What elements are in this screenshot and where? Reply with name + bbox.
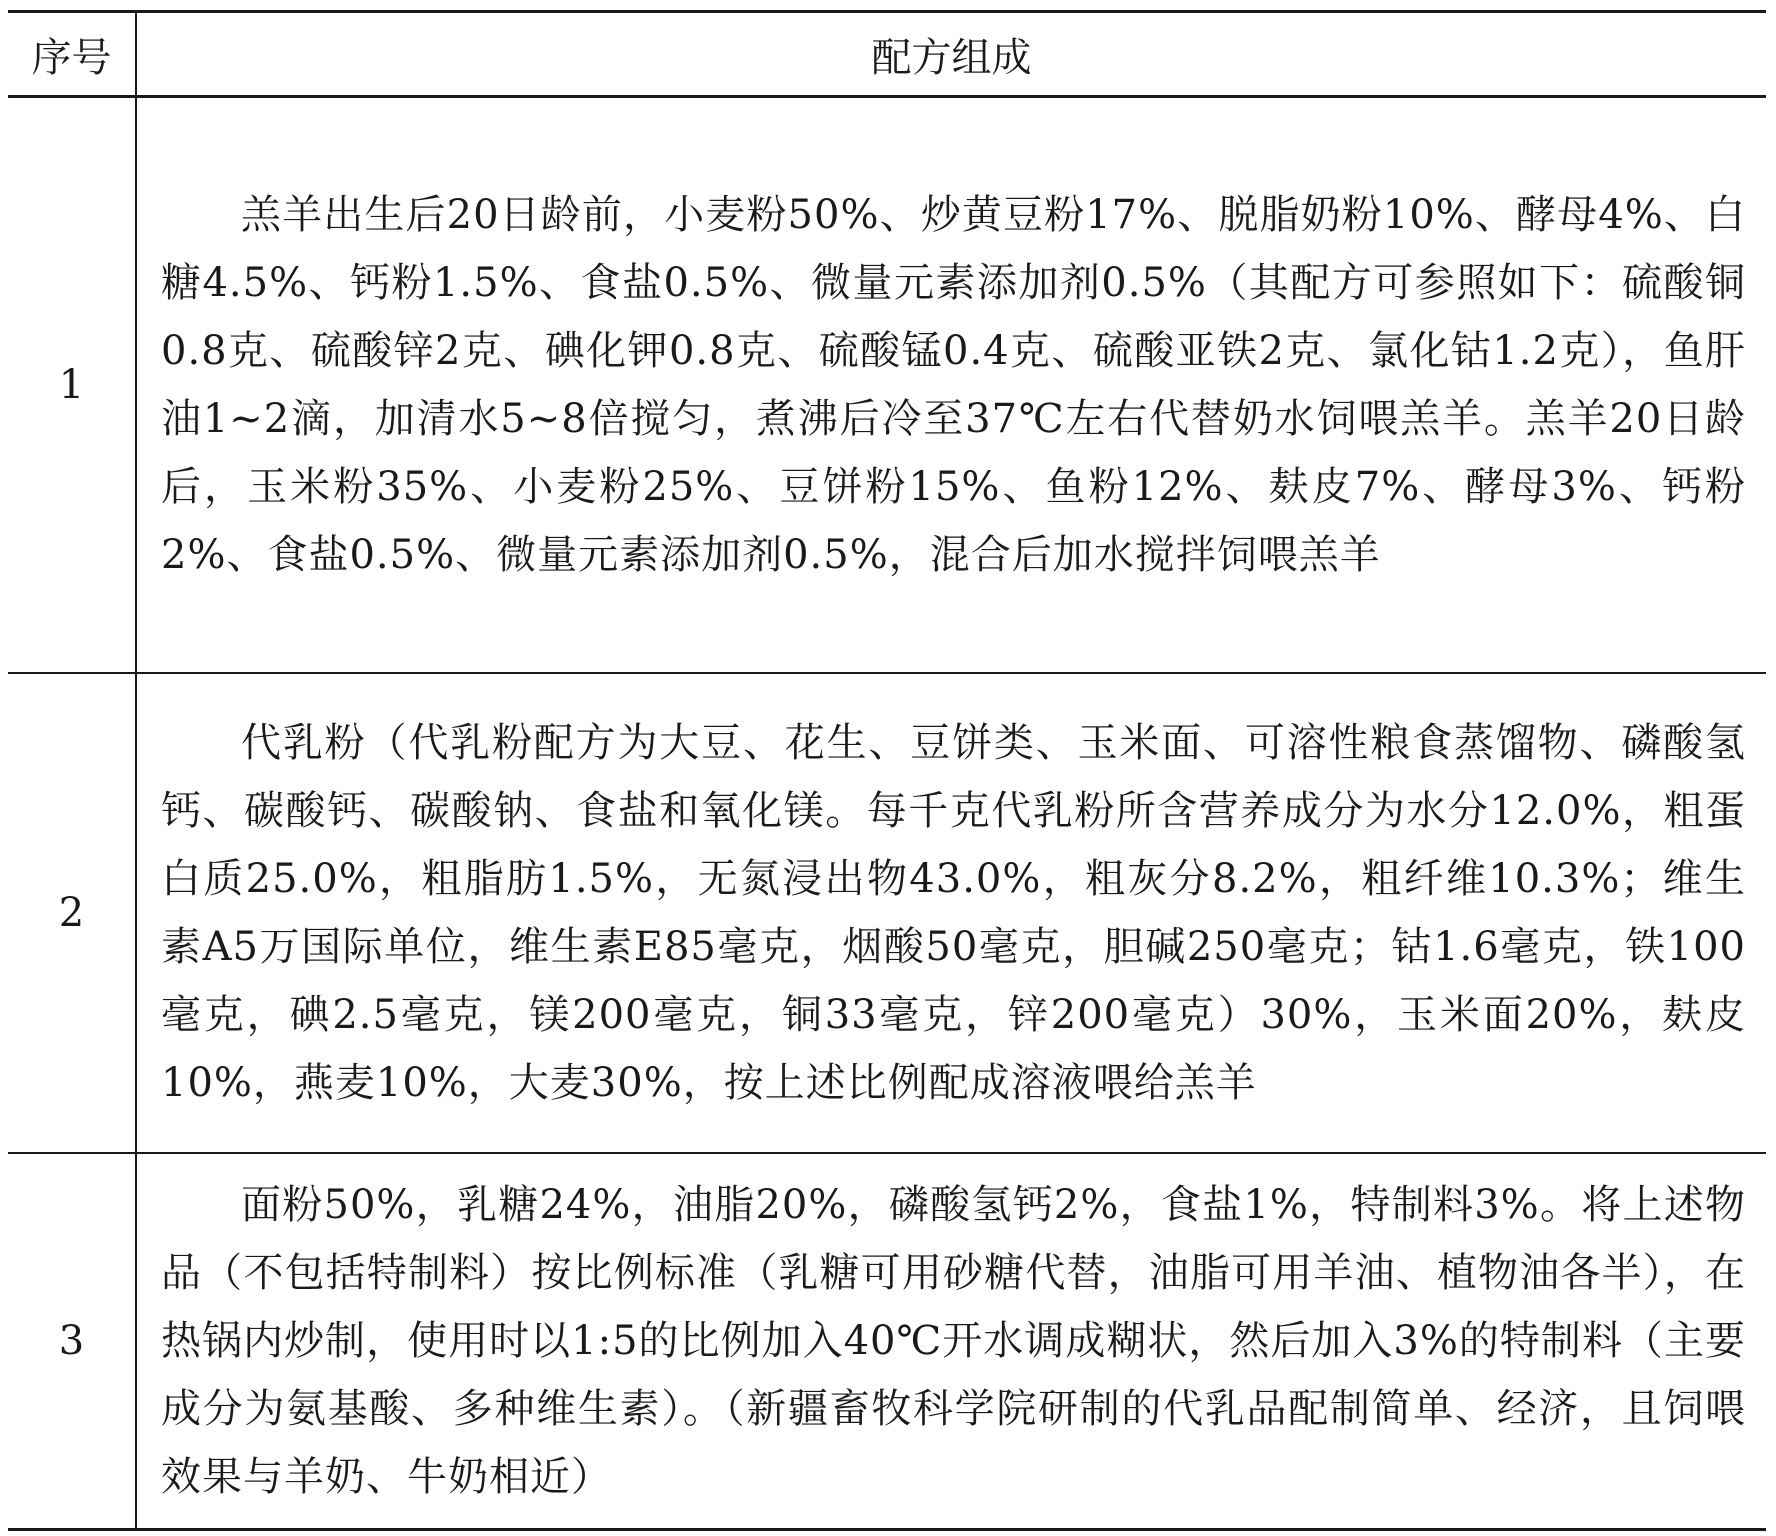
header-row	[8, 12, 1766, 97]
table-header	[8, 12, 1766, 97]
row-number: 3	[8, 1153, 136, 1530]
row-number: 2	[8, 673, 136, 1153]
table-body	[8, 97, 1766, 1530]
row-composition: 面粉50%，乳糖24%，油脂20%，磷酸氢钙2%，食盐1%，特制料3%。将上述物品（不包括特制料）按比例标准（乳糖可用砂糖代替，油脂可用羊油、植物油各半），在热锅内炒制，使用时以1:5的比例加入40℃开水调成糊状，然后加入3%的特制料（主要成分为氨基酸、多种维生素）。（新疆畜牧科学院研制的代乳品配制简单、经济，且饲喂效果与羊奶、牛奶相近）	[161, 1182, 1746, 1500]
formula-table	[8, 10, 1766, 1531]
row-composition: 代乳粉（代乳粉配方为大豆、花生、豆饼类、玉米面、可溶性粮食蒸馏物、磷酸氢钙、碳酸钙、碳酸钠、食盐和氧化镁。每千克代乳粉所含营养成分为水分12.0%，粗蛋白质25.0%，粗脂肪1.5%，无氮浸出物43.0%，粗灰分8.2%，粗纤维10.3%；维生素A5万国际单位，维生素E85毫克，烟酸50毫克，胆碱250毫克；钴1.6毫克，铁100毫克，碘2.5毫克，镁200毫克，铜33毫克，锌200毫克）30%，玉米面20%，麸皮10%，燕麦10%，大麦30%，按上述比例配成溶液喂给羔羊	[161, 720, 1746, 1106]
table-row	[8, 1153, 1766, 1530]
table-row	[8, 97, 1766, 674]
table-row	[8, 673, 1766, 1153]
header-number: 序号	[8, 12, 136, 97]
row-number: 1	[8, 97, 136, 674]
header-composition: 配方组成	[871, 34, 1032, 81]
document-page	[8, 10, 1766, 1522]
row-composition: 羔羊出生后20日龄前，小麦粉50%、炒黄豆粉17%、脱脂奶粉10%、酵母4%、白糖4.5%、钙粉1.5%、食盐0.5%、微量元素添加剂0.5%（其配方可参照如下：硫酸铜0.8克、硫酸锌2克、碘化钾0.8克、硫酸锰0.4克、硫酸亚铁2克、氯化钴1.2克），鱼肝油1~2滴，加清水5~8倍搅匀，煮沸后冷至37℃左右代替奶水饲喂羔羊。羔羊20日龄后，玉米粉35%、小麦粉25%、豆饼粉15%、鱼粉12%、麸皮7%、酵母3%、钙粉2%、食盐0.5%、微量元素添加剂0.5%，混合后加水搅拌饲喂羔羊	[161, 192, 1746, 578]
